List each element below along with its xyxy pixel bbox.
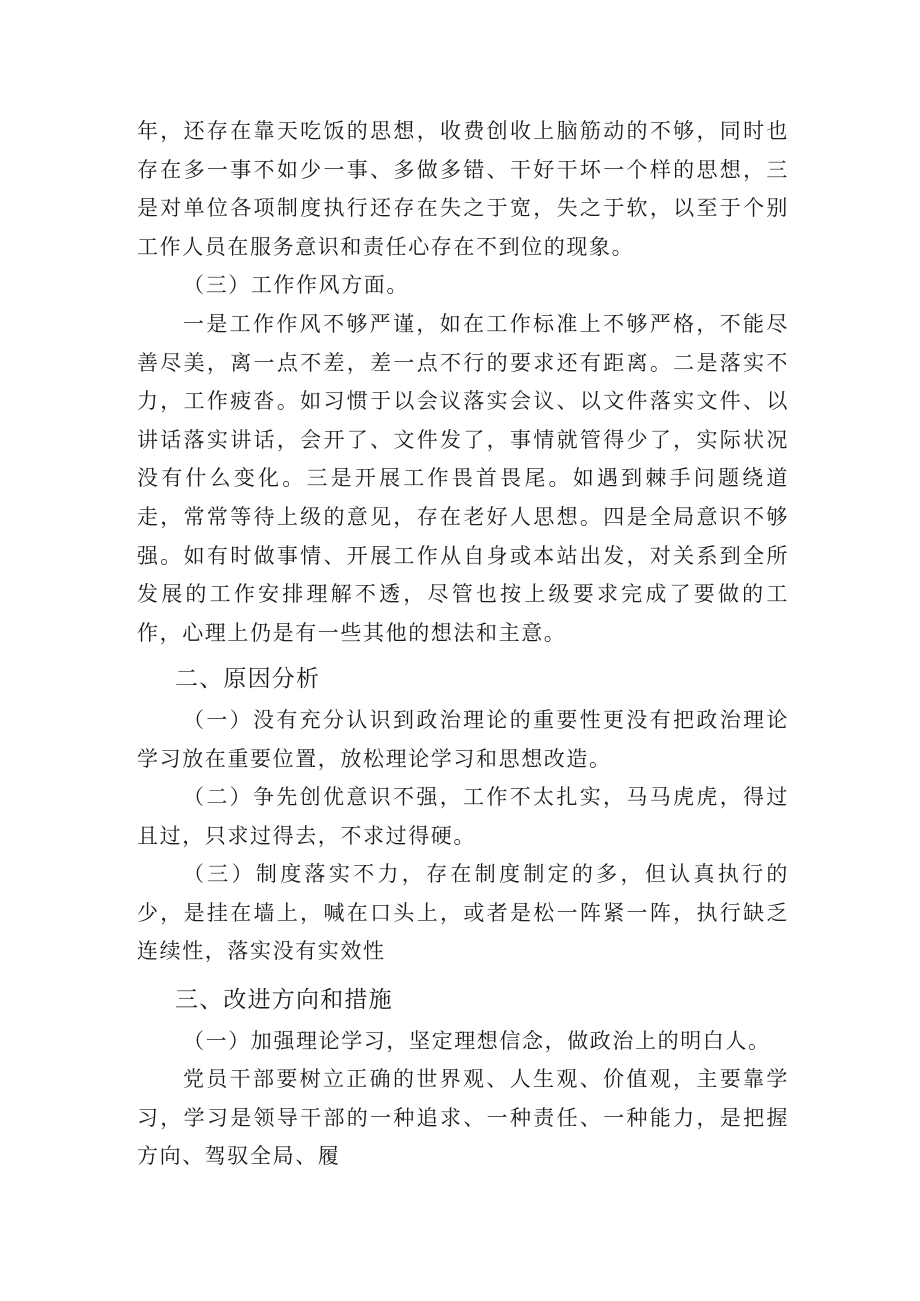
section-heading-cause-analysis: 二、原因分析: [175, 666, 321, 693]
subsection-title-work-style: （三）工作作风方面。: [183, 273, 409, 298]
paragraph-theory-study: 党员干部要树立正确的世界观、人生观、价值观，主要靠学习，学习是领导干部的一种追求、一种责任、一种能力，是把握方向、驾驭全局、履: [137, 1067, 789, 1169]
cause-item-3: （三）制度落实不力，存在制度制定的多，但认真执行的少，是挂在墙上，喊在口头上，或者是松一阵紧一阵，执行缺乏连续性，落实没有实效性: [137, 862, 789, 964]
cause-item-1: （一）没有充分认识到政治理论的重要性更没有把政治理论学习放在重要位置，放松理论学习和思想改造。: [137, 707, 789, 771]
document-body: [137, 112, 789, 1176]
paragraph-continued: 年，还存在靠天吃饭的思想，收费创收上脑筋动的不够，同时也存在多一事不如少一事、多做多错、干好干坏一个样的思想，三是对单位各项制度执行还存在失之于宽，失之于软，以至于个别工作人员在服务意识和责任心存在不到位的现象。: [137, 119, 789, 259]
measure-item-1: （一）加强理论学习，坚定理想信念，做政治上的明白人。: [183, 1028, 771, 1053]
cause-item-2: （二）争先创优意识不强，工作不太扎实，马马虎虎，得过且过，只求过得去，不求过得硬。: [137, 785, 789, 848]
section-heading-improvement-measures: 三、改进方向和措施: [175, 987, 393, 1014]
paragraph-work-style: 一是工作作风不够严谨，如在工作标准上不够严格，不能尽善尽美，离一点不差，差一点不行的要求还有距离。二是落实不力，工作疲沓。如习惯于以会议落实会议、以文件落实文件、以讲话落实讲话，会开了、文件发了，事情就管得少了，实际状况没有什么变化。三是开展工作畏首畏尾。如遇到棘手问题绕道走，常常等待上级的意见，存在老好人思想。四是全局意识不够强。如有时做事情、开展工作从自身或本站出发，对关系到全所发展的工作安排理解不透，尽管也按上级要求完成了要做的工作，心理上仍是有一些其他的想法和主意。: [137, 311, 789, 645]
